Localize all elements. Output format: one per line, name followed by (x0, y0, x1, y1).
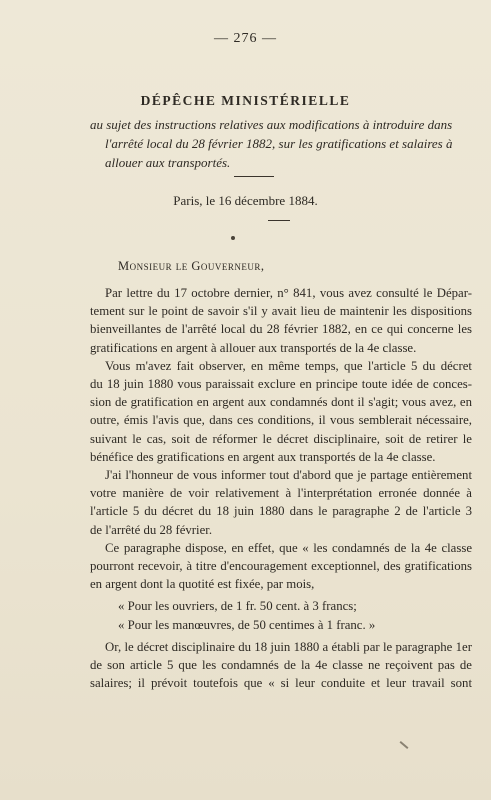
body-line: en argent dont la quotité est fixée, par mois, (90, 577, 315, 592)
body-line: l'article 5 du décret du 18 juin 1880 dans le paragraphe 2 de l'article 3 (90, 504, 472, 519)
page-number: — 276 — (214, 31, 277, 46)
separator-rule (268, 220, 290, 221)
body-line: J'ai l'honneur de vous informer tout d'abord que je partage entièrement (105, 468, 472, 483)
body-line: Or, le décret disciplinaire du 18 juin 1880 a établi par le paragraphe 1er (105, 639, 472, 654)
salutation: Monsieur le Gouverneur, (118, 259, 265, 273)
dispatch-title: DÉPÊCHE MINISTÉRIELLE (140, 93, 351, 108)
body-line: votre manière de voir relativement à l'interprétation erronée donnée à (90, 486, 472, 501)
body-line: de son article 5 que les condamnés de la 4e classe ne reçoivent pas de (90, 658, 472, 673)
body-line: bienveillantes de l'arrêté local du 28 février 1882, en ce qui concerne les (90, 322, 472, 337)
body-line: outre, émis l'avis que, dans ces conditions, il vous semblerait nécessaire, (90, 413, 472, 428)
subtitle-line: l'arrêté local du 28 février 1882, sur les gratifications et salaires à (105, 136, 453, 151)
body-line: Par lettre du 17 octobre dernier, n° 841, vous avez consulté le Dépar- (105, 286, 472, 300)
separator-rule (234, 176, 274, 177)
body-line: bénéfice des gratifications en argent aux transportés de la 4e classe. (90, 449, 436, 464)
date-line: Paris, le 16 décembre 1884. (173, 193, 318, 208)
body-line: pourront recevoir, à titre d'encouragement exceptionnel, des gratifications (90, 559, 472, 574)
body-line: Ce paragraphe dispose, en effet, que « les condamnés de la 4e classe (105, 540, 472, 555)
body-line: Vous m'avez fait observer, en même temps, que l'article 5 du décret (105, 358, 472, 373)
body-line: tement sur le point de savoir s'il y avait lieu de maintenir les dispositions (90, 304, 472, 319)
subtitle-line: allouer aux transportés. (105, 155, 231, 170)
ornament-dot (231, 236, 235, 240)
dispatch-subtitle (90, 115, 472, 172)
body-line: du 18 juin 1880 vous paraissait exclure en principe toute idée de conces- (90, 377, 472, 392)
body-line: sion de gratification en argent aux condamnés dont il s'agit; vous avez, en (90, 395, 472, 410)
subtitle-line: au sujet des instructions relatives aux modifications à introduire dans (90, 117, 453, 132)
page-mark (400, 741, 409, 749)
body-line: suivant le cas, soit de réformer le décret disciplinaire, soit de retirer le (90, 431, 472, 446)
body-line: salaires; il prévoit toutefois que « si leur conduite et leur travail sont (90, 676, 472, 691)
quote-line: « Pour les manœuvres, de 50 centimes à 1 franc. » (118, 617, 376, 632)
quote-line: « Pour les ouvriers, de 1 fr. 50 cent. à 3 francs; (118, 599, 357, 614)
body-line: gratifications en argent à allouer aux transportés de la 4e classe. (90, 340, 417, 355)
body-line: de l'arrêté du 28 février. (90, 522, 213, 537)
letter-body (90, 284, 472, 692)
